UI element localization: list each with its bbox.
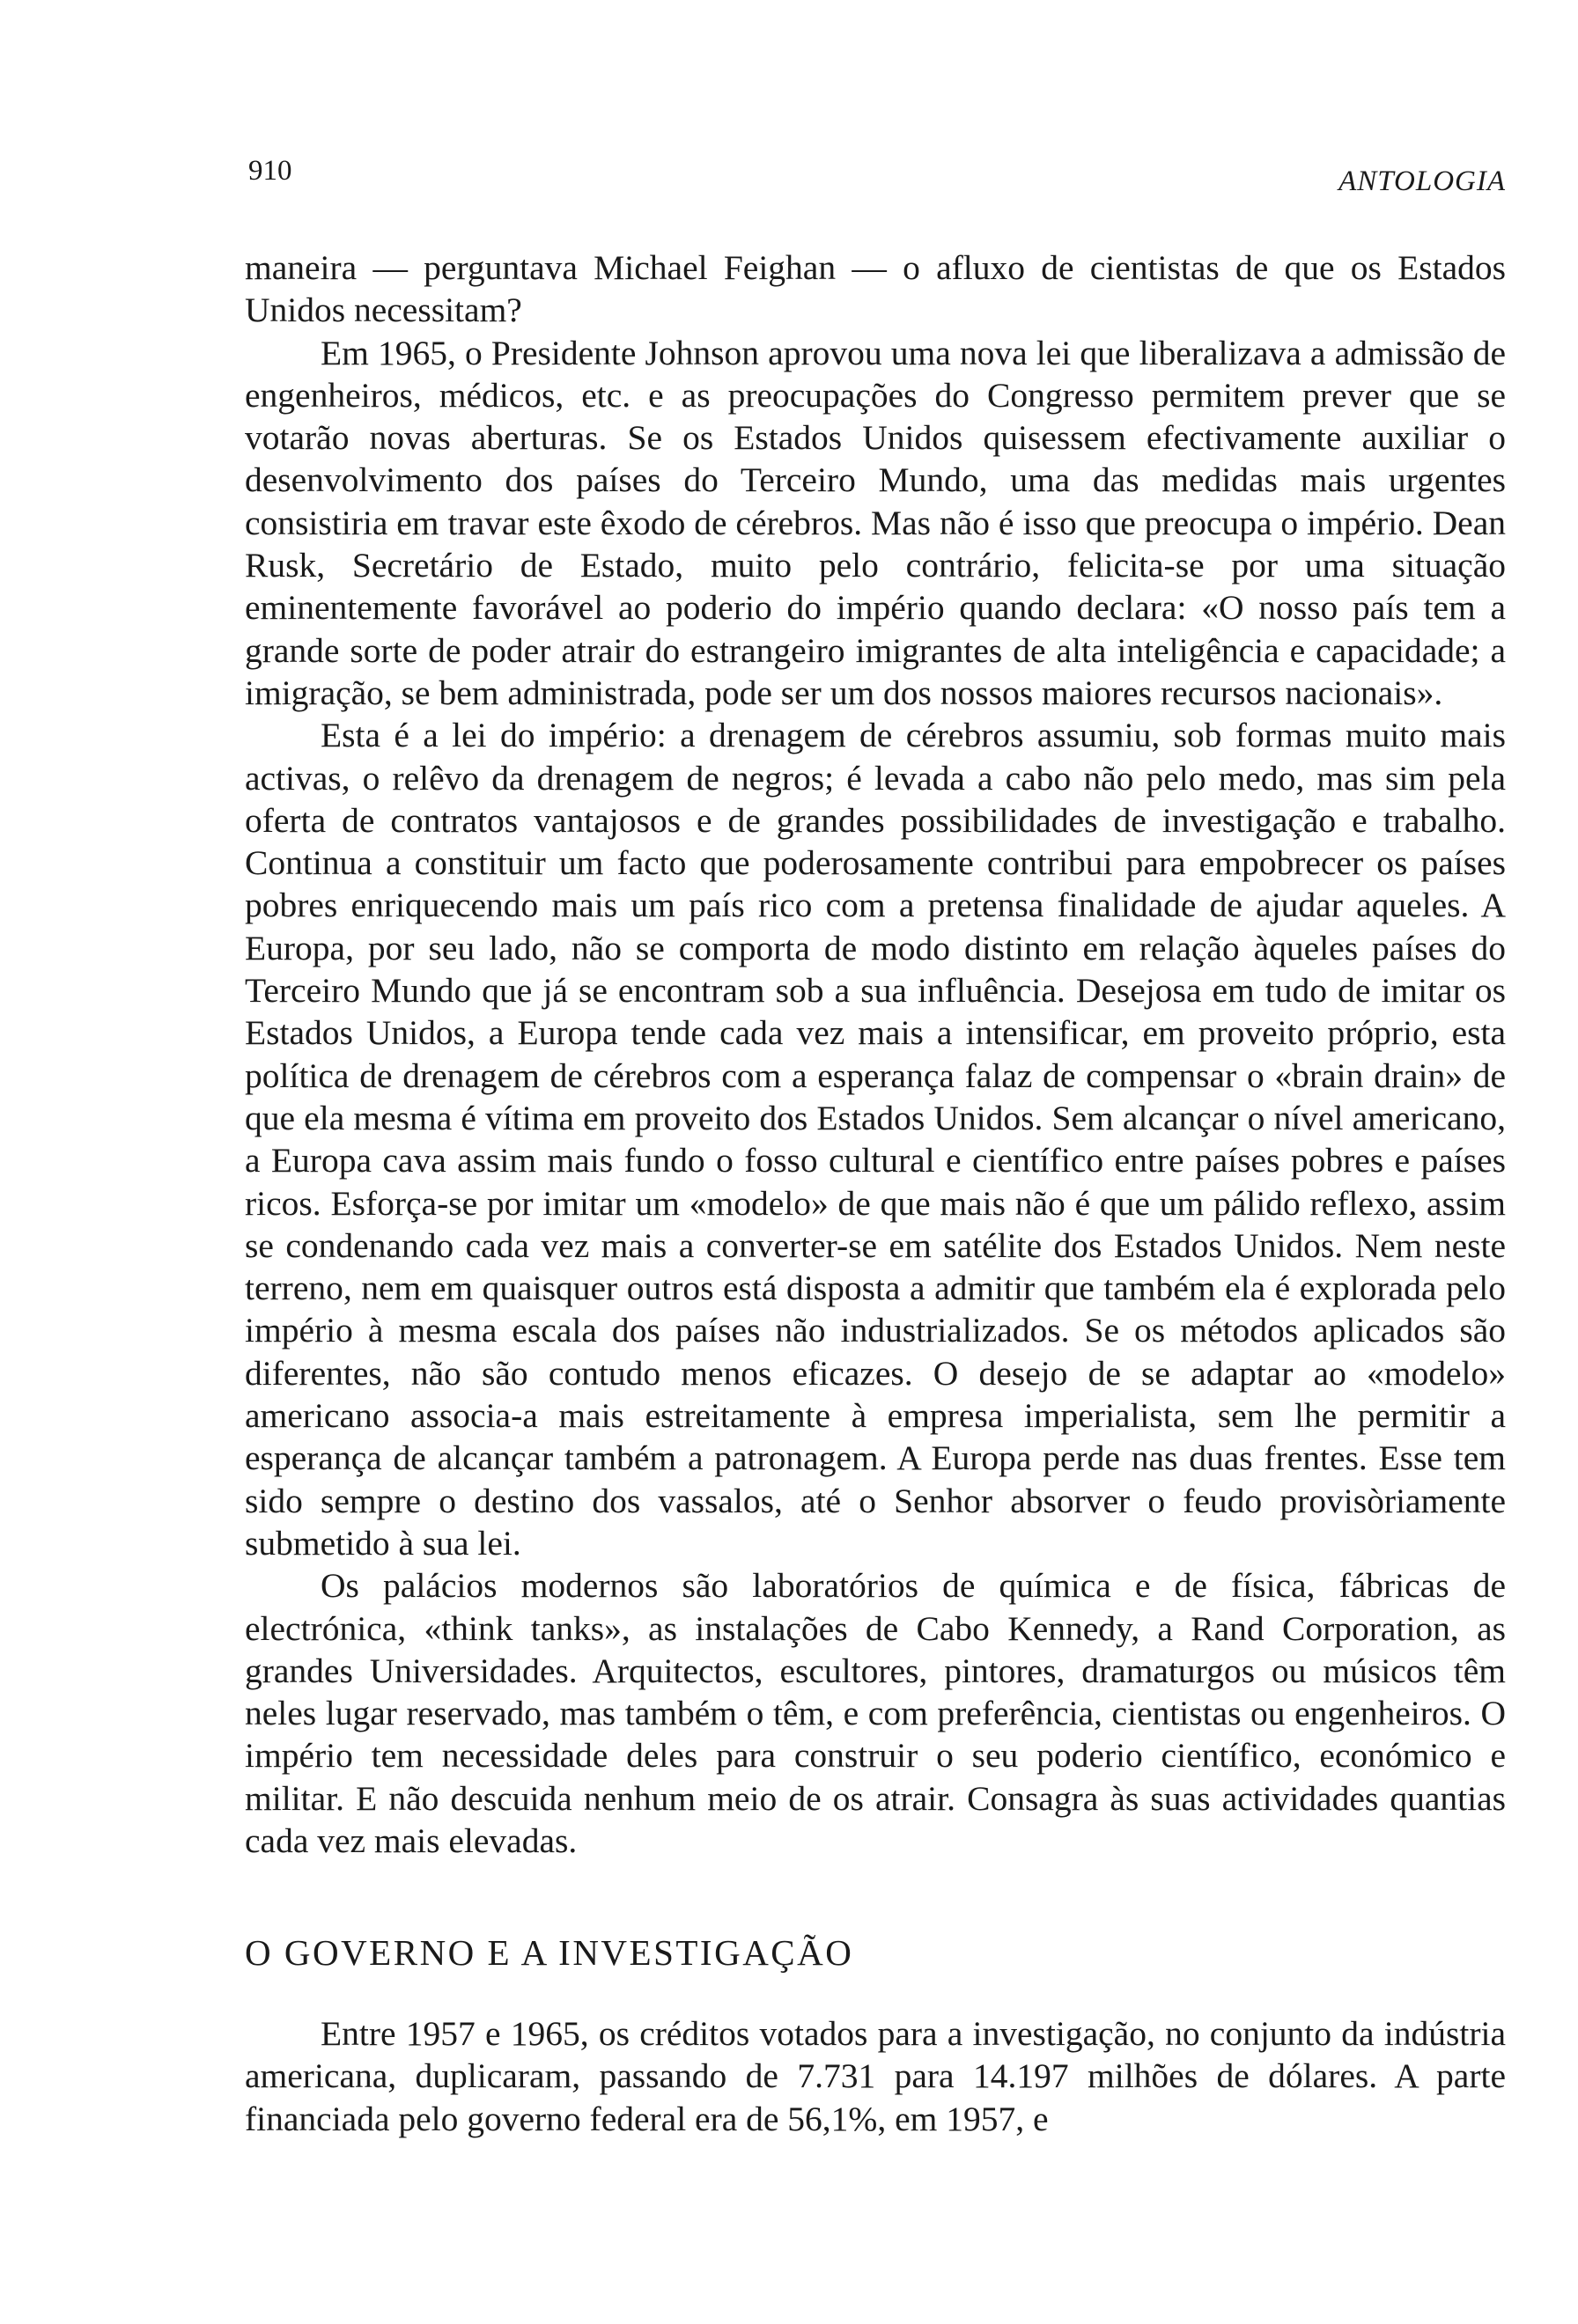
- section-body: [245, 2012, 1506, 2140]
- page-number: 910: [248, 155, 292, 187]
- running-title: ANTOLOGIA: [1338, 165, 1506, 197]
- paragraph: Entre 1957 e 1965, os créditos votados para a investigação, no conjunto da indústria americana, duplicaram, passando de 7.731 para 14.197 milhões de dólares. A parte financiada pelo governo federal era de 56,1%, em 1957, e: [245, 2014, 1506, 2138]
- paragraph: maneira — perguntava Michael Feighan — o afluxo de cientistas de que os Estados Unidos necessitam?: [245, 248, 1506, 330]
- paragraph: Os palácios modernos são laboratórios de química e de física, fábricas de electrónica, «think tanks», as instalações de Cabo Kennedy, a Rand Corporation, as grandes Universidades. Arquitectos, escultores, pintores, dramaturgos ou músicos têm neles lugar reservado, mas também o têm, e com preferência, cientistas ou engenheiros. O império tem necessidade deles para construir o seu poderio científico, económico e militar. E não descuida nenhum meio de os atrair. Consagra às suas actividades quantias cada vez mais elevadas.: [245, 1566, 1506, 1860]
- paragraph: Em 1965, o Presidente Johnson aprovou uma nova lei que liberalizava a admissão de engenheiros, médicos, etc. e as preocupações do Congresso permitem prever que se votarão novas aberturas. Se os Estados Unidos quisessem efectivamente auxiliar o desenvolvimento dos países do Terceiro Mundo, uma das medidas mais urgentes consistiria em travar este êxodo de cérebros. Mas não é isso que preocupa o império. Dean Rusk, Secretário de Estado, muito pelo contrário, felicita-se por uma situação eminentemente favorável ao poderio do império quando declara: «O nosso país tem a grande sorte de poder atrair do estrangeiro imigrantes de alta inteligência e capacidade; a imigração, se bem administrada, pode ser um dos nossos maiores recursos nacionais».: [245, 333, 1506, 712]
- body-text-block: [245, 246, 1506, 1862]
- section-heading: O GOVERNO E A INVESTIGAÇÃO: [245, 1932, 854, 1973]
- paragraph: Esta é a lei do império: a drenagem de cérebros assumiu, sob formas muito mais activas, o relêvo da drenagem de negros; é levada a cabo não pelo medo, mas sim pela oferta de contratos vantajosos e de grandes possibilidades de investigação e trabalho. Continua a constituir um facto que poderosamente contribui para empobrecer os países pobres enriquecendo mais um país rico com a pretensa finalidade de ajudar aqueles. A Europa, por seu lado, não se comporta de modo distinto em relação àqueles países do Terceiro Mundo que já se encontram sob a sua influência. Desejosa em tudo de imitar os Estados Unidos, a Europa tende cada vez mais a intensificar, em proveito próprio, esta política de drenagem de cérebros com a esperança falaz de compensar o «brain drain» de que ela mesma é vítima em proveito dos Estados Unidos. Sem alcançar o nível americano, a Europa cava assim mais fundo o fosso cultural e científico entre países pobres e países ricos. Esforça-se por imitar um «modelo» de que mais não é que um pálido reflexo, assim se condenando cada vez mais a converter-se em satélite dos Estados Unidos. Nem neste terreno, nem em quaisquer outros está disposta a admitir que também ela é explorada pelo império à mesma escala dos países não industrializados. Se os métodos aplicados são diferentes, não são contudo menos eficazes. O desejo de se adaptar ao «modelo» americano associa-a mais estreitamente à empresa imperialista, sem lhe permitir a esperança de alcançar também a patronagem. A Europa perde nas duas frentes. Esse tem sido sempre o destino dos vassalos, até o Senhor absorver o feudo provisòriamente submetido à sua lei.: [245, 716, 1506, 1563]
